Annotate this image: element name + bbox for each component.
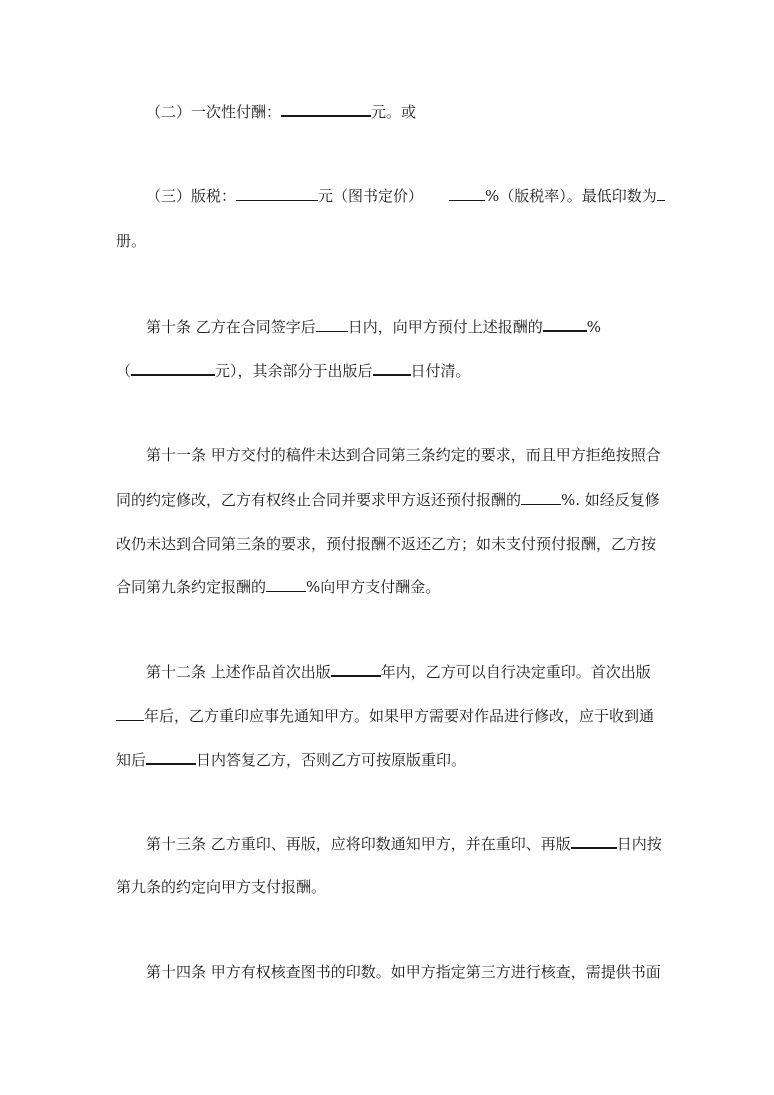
text: 年内，乙方可以自行决定重印。首次出版 <box>380 663 651 681</box>
blank-field[interactable] <box>571 833 617 849</box>
blank-field[interactable] <box>331 661 381 677</box>
article-10-line2 <box>116 360 471 380</box>
blank-field[interactable] <box>236 186 318 201</box>
text: 第十条 乙方在合同签字后 <box>146 318 316 336</box>
blank-field[interactable] <box>131 360 215 376</box>
article-11-line2 <box>116 490 660 510</box>
text: 第十三条 乙方重印、再版，应将印数通知甲方，并在重印、再版 <box>146 835 571 853</box>
article-14-line1 <box>146 962 661 982</box>
article-11-line3 <box>116 534 656 554</box>
text: 日付清。 <box>410 362 471 380</box>
text: 日内按 <box>616 835 662 853</box>
blank-field[interactable] <box>281 101 371 117</box>
text: 第十一条 甲方交付的稿件未达到合同第三条约定的要求，而且甲方拒绝按照合 <box>146 446 661 464</box>
text: %. 如经反复修 <box>561 491 660 509</box>
blank-field[interactable] <box>657 186 665 201</box>
article-12-line1 <box>146 661 651 681</box>
text: 第九条的约定向甲方支付报酬。 <box>116 878 327 896</box>
text: % <box>586 318 602 336</box>
blank-field[interactable] <box>543 316 587 332</box>
article-13-line1 <box>146 833 662 853</box>
article-13-line2 <box>116 877 326 897</box>
article-10-line1 <box>146 316 601 336</box>
article-11-line4 <box>116 577 440 597</box>
blank-field[interactable] <box>116 706 144 721</box>
article-12-line2 <box>116 706 654 726</box>
text: 元。或 <box>371 103 417 121</box>
blank-field[interactable] <box>521 490 561 505</box>
paragraph-royalty-line2 <box>116 231 146 251</box>
text: 元（图书定价） <box>318 187 424 205</box>
text: 合同第九条约定报酬的 <box>116 578 267 596</box>
text: 年后，乙方重印应事先通知甲方。如果甲方需要对作品进行修改，应于收到通 <box>144 707 655 725</box>
blank-field[interactable] <box>146 749 196 765</box>
text: 第十四条 甲方有权核查图书的印数。如甲方指定第三方进行核查，需提供书面 <box>146 963 661 981</box>
blank-field[interactable] <box>449 186 485 201</box>
text: %（版税率）。最低印数为 <box>485 187 657 205</box>
text: （三）版税： <box>146 187 237 205</box>
text: 日内答复乙方，否则乙方可按原版重印。 <box>196 751 467 769</box>
text: 同的约定修改，乙方有权终止合同并要求甲方返还预付报酬的 <box>116 491 522 509</box>
text: 册。 <box>116 232 147 250</box>
text: 改仍未达到合同第三条的要求，预付报酬不返还乙方；如未支付预付报酬，乙方按 <box>116 535 657 553</box>
text: 日内，向甲方预付上述报酬的 <box>347 318 543 336</box>
article-12-line3 <box>116 749 466 769</box>
article-11-line1 <box>146 445 661 465</box>
paragraph-lump-sum <box>146 101 416 121</box>
blank-field[interactable] <box>373 360 411 376</box>
text: （ <box>116 362 132 380</box>
blank-field[interactable] <box>266 577 306 592</box>
text: 第十二条 上述作品首次出版 <box>146 663 331 681</box>
text: 元），其余部分于出版后 <box>215 362 373 380</box>
text: 知后 <box>116 751 147 769</box>
text: （二）一次性付酬： <box>146 103 282 121</box>
text: %向甲方支付酬金。 <box>306 578 441 596</box>
blank-field[interactable] <box>316 317 348 332</box>
paragraph-royalty-line1 <box>146 186 665 206</box>
